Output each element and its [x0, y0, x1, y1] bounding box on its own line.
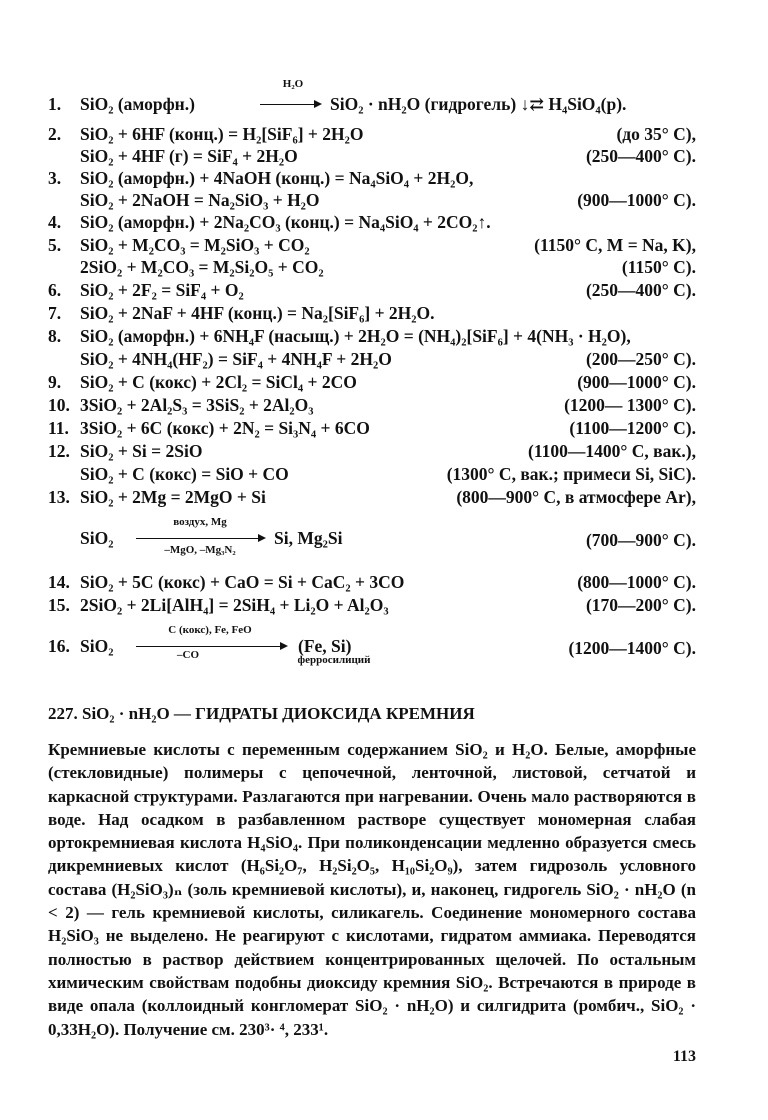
reaction-equation: SiO₂ + C (кокс) = SiO + CO	[80, 464, 289, 484]
reaction-condition: (200—250° С).	[585, 349, 696, 369]
reaction-equation: SiO₂ + 5C (кокс) + CaO = Si + CaC₂ + 3CO	[80, 572, 405, 592]
reaction-arrow	[260, 104, 320, 105]
reaction-equation: SiO₂ + Si = 2SiO	[80, 441, 203, 461]
arrow-label-below: –MgO, –Mg₃N₂	[164, 544, 236, 556]
arrow-label-above: C (кокс), Fe, FeO	[168, 624, 252, 636]
reaction-right: SiO₂ · nH₂O (гидрогель) ↓⇄ H₄SiO₄(р).	[330, 94, 627, 114]
reaction-condition: (1200— 1300° С).	[564, 395, 696, 415]
reaction-number: 16.	[48, 636, 70, 656]
page-number: 113	[672, 1048, 696, 1065]
reaction-number: 8.	[48, 326, 62, 346]
reaction-condition: (1200—1400° С).	[568, 638, 696, 658]
reaction-equation: SiO₂ + 2F₂ = SiF₄ + O₂	[80, 280, 244, 300]
reaction-condition: (900—1000° С).	[577, 190, 696, 210]
reaction-left: SiO₂	[80, 528, 114, 548]
reaction-13b	[48, 516, 696, 568]
reaction-condition: (1100—1400° С, вак.),	[528, 441, 696, 461]
reaction-number: 3.	[48, 168, 62, 188]
reaction-condition: (до 35° С),	[616, 124, 696, 144]
reaction-equation: SiO₂ + 2NaOH = Na₂SiO₃ + H₂O	[80, 190, 320, 210]
reaction-left: SiO₂ (аморфн.)	[80, 94, 195, 114]
reaction-condition: (1300° С, вак.; примеси Si, SiC).	[446, 464, 696, 484]
reaction-number: 7.	[48, 303, 62, 323]
reaction-condition: (800—900° С, в атмосфере Ar),	[456, 487, 696, 507]
reaction-number: 9.	[48, 372, 62, 392]
reaction-condition: (800—1000° С).	[577, 572, 696, 592]
section-heading: 227. SiO₂ · nH₂O — ГИДРАТЫ ДИОКСИДА КРЕМНИЯ	[48, 704, 475, 723]
arrow-label-below: –CO	[177, 649, 199, 661]
reaction-equation: SiO₂ + C (кокс) + 2Cl₂ = SiCl₄ + 2CO	[80, 372, 357, 392]
reaction-equation: SiO₂ + M₂CO₃ = M₂SiO₃ + CO₂	[80, 235, 310, 255]
reaction-number: 5.	[48, 235, 62, 255]
reaction-number: 6.	[48, 280, 62, 300]
reaction-equation: SiO₂ (аморфн.) + 6NH₄F (насыщ.) + 2H₂O = (NH₄)₂[SiF₆] + 4(NH₃ · H₂O),	[80, 326, 631, 346]
reaction-condition: (1150° С).	[621, 257, 696, 277]
reaction-equation: SiO₂ + 2Mg = 2MgO + Si	[80, 487, 266, 507]
reaction-number: 2.	[48, 124, 62, 144]
label-under-product: ферросилиций	[297, 654, 371, 666]
reaction-condition: (1150° С, M = Na, K),	[534, 235, 696, 255]
reaction-number: 15.	[48, 595, 70, 615]
reaction-condition: (250—400° С).	[585, 146, 696, 166]
reaction-equation: SiO₂ (аморфн.) + 4NaOH (конц.) = Na₄SiO₄ + 2H₂O,	[80, 168, 474, 188]
reaction-condition: (170—200° С).	[585, 595, 696, 615]
reaction-condition: (250—400° С).	[585, 280, 696, 300]
reaction-condition: (700—900° С).	[585, 530, 696, 550]
reaction-equation: SiO₂ + 2NaF + 4HF (конц.) = Na₂[SiF₆] + 2H₂O.	[80, 303, 435, 323]
reaction-equation: SiO₂ (аморфн.) + 2Na₂CO₃ (конц.) = Na₄SiO₄ + 2CO₂↑.	[80, 212, 491, 232]
reaction-number: 12.	[48, 441, 70, 461]
reaction-arrow	[136, 646, 286, 647]
reaction-equation: SiO₂ + 6HF (конц.) = H₂[SiF₆] + 2H₂O	[80, 124, 364, 144]
reaction-condition: (900—1000° С).	[577, 372, 696, 392]
reaction-equation: 2SiO₂ + M₂CO₃ = M₂Si₂O₅ + CO₂	[80, 257, 324, 277]
reaction-number: 1.	[48, 94, 62, 114]
reaction-arrow	[136, 538, 264, 539]
reaction-equation: 3SiO₂ + 6C (кокс) + 2N₂ = Si₃N₄ + 6CO	[80, 418, 370, 438]
reaction-number: 13.	[48, 487, 70, 507]
reaction-number: 4.	[48, 212, 62, 232]
reaction-equation: SiO₂ + 4HF (г) = SiF₄ + 2H₂O	[80, 146, 298, 166]
reaction-equation: 3SiO₂ + 2Al₂S₃ = 3SiS₂ + 2Al₂O₃	[80, 395, 314, 415]
reaction-16	[48, 624, 696, 676]
reaction-left: SiO₂	[80, 636, 114, 656]
reaction-equation: 2SiO₂ + 2Li[AlH₄] = 2SiH₄ + Li₂O + Al₂O₃	[80, 595, 389, 615]
reaction-number: 10.	[48, 395, 70, 415]
reaction-right: Si, Mg₂Si	[274, 528, 343, 548]
arrow-label-above: воздух, Mg	[173, 516, 227, 528]
reaction-condition: (1100—1200° С).	[569, 418, 696, 438]
reaction-number: 14.	[48, 572, 70, 592]
reaction-equation: SiO₂ + 4NH₄(HF₂) = SiF₄ + 4NH₄F + 2H₂O	[80, 349, 392, 369]
arrow-label-above: H₂O	[282, 78, 304, 90]
reaction-number: 11.	[48, 418, 69, 438]
section-paragraph: Кремниевые кислоты с переменным содержанием SiO₂ и H₂O. Белые, аморфные (стекловидные) полимеры с цепочечной, ленточной, листовой, сетчатой и каркасной структурами. Разлагаются при нагревании. Очень мало растворяются в воде. Над осадком в разбавленном растворе существует мономерная слабая ортокремниевая кислота H₄SiO₄. При поликонденсации медленно образуется смесь дикремниевых кислот (H₆Si₂O₇, H₂Si₂O₅, H₁₀Si₂O₉), затем гидрозоль условного состава (H₂SiO₃)ₙ (золь кремниевой кислоты), и, наконец, гидрогель SiO₂ · nH₂O (n < 2) — гель кремниевой кислоты, силикагель. Соединение мономерного состава H₂SiO₃ не выделено. Не реагируют с кислотами, гидратом аммиака. Переводятся полностью в раствор действием концентрированных щелочей. По остальным химическим свойствам подобны диоксиду кремния SiO₂. Встречаются в природе в виде опала (коллоидный конгломерат SiO₂ · nH₂O) и силгидрита (ромбич., SiO₂ · 0,33H₂O). Получение см. 230³· ⁴, 233¹.	[48, 740, 696, 1039]
reaction-right: (Fe, Si)	[298, 636, 352, 656]
